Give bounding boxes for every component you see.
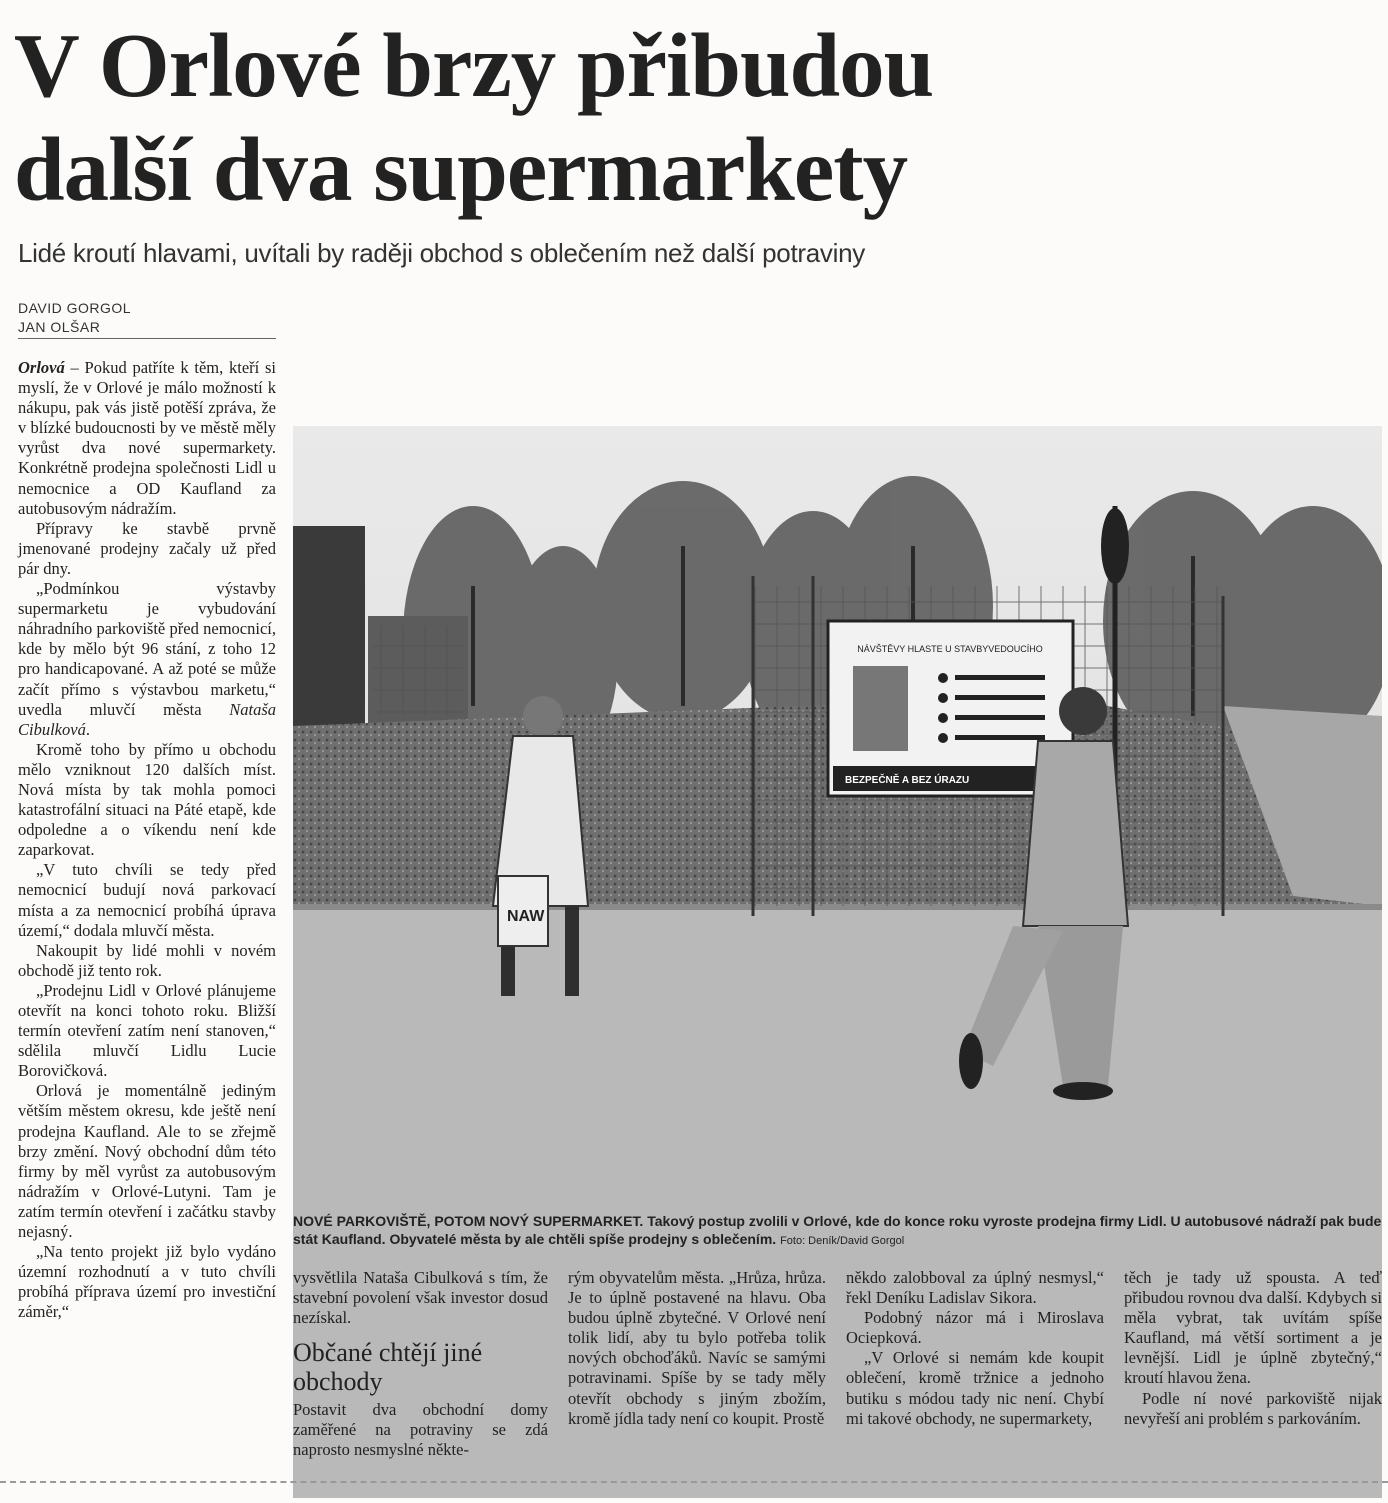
paragraph: Podobný názor má i Miroslava Ociepková.: [846, 1308, 1104, 1348]
paragraph: „Na tento projekt již bylo vydáno územní rozhodnutí a v tuto chvíli probíhá příprava území pro investiční záměr,“: [18, 1242, 276, 1322]
article-column-3: [568, 1268, 826, 1429]
bag-logo: NAW: [507, 908, 545, 925]
author-2: JAN OLŠAR: [18, 319, 101, 335]
paragraph: vysvětlila Nataša Cibulková s tím, že stavební povolení však investor dosud nezískal.: [293, 1268, 548, 1328]
author-1: DAVID GORGOL: [18, 300, 132, 316]
paragraph: Přípravy ke stavbě prvně jmenované prodejny začaly už před pár dny.: [18, 518, 276, 578]
dateline: Orlová: [18, 358, 65, 377]
paragraph: „Podmínkou výstavby supermarketu je vybudování náhradního parkoviště před nemocnicí, kde by mělo být 96 stání, z toho 12 pro handicapované. A až poté se může začít přímo s výstavbou marketu,“ uvedla mluvčí města Nataša Cibulková.: [18, 579, 276, 739]
headline-line-2: další dva supermarkety: [14, 119, 908, 220]
page-bottom-rule: [0, 1481, 1388, 1483]
paragraph: někdo zalobboval za úplný nesmysl,“ řekl Deníku Ladislav Sikora.: [846, 1268, 1104, 1308]
headline: [14, 14, 1374, 222]
paragraph: „V Orlové si nemám kde koupit oblečení, kromě tržnice a jednoho butiku s módou tady nic není. Chybí mi takové obchody, ne supermarkety,: [846, 1348, 1104, 1428]
caption-lead: NOVÉ PARKOVIŠTĚ, POTOM NOVÝ SUPERMARKET.: [293, 1213, 644, 1229]
article-column-4: [846, 1268, 1104, 1429]
sign-title: NÁVŠTĚVY HLASTE U STAVBYVEDOUCÍHO: [857, 644, 1043, 654]
paragraph: Postavit dva obchodní domy zaměřené na potraviny se zdá naprosto nesmyslné někte-: [293, 1400, 548, 1460]
paragraph: „V tuto chvíli se tedy před nemocnicí budují nová parkovací místa a za nemocnicí probíhá úprava území,“ dodala mluvčí města.: [18, 860, 276, 940]
paragraph: Podle ní nové parkoviště nijak nevyřeší ani problém s parkováním.: [1124, 1388, 1382, 1428]
section-subtitle: Občané chtějí jiné obchody: [293, 1338, 483, 1397]
paragraph: „Prodejnu Lidl v Orlové plánujeme otevřít na konci tohoto roku. Bližší termín otevření zatím není stanoven,“ sdělila mluvčí Lidlu Lucie Borovičková.: [18, 980, 276, 1081]
photo-caption: [293, 1212, 1383, 1250]
author-divider: [18, 338, 276, 339]
paragraph: Kromě toho by přímo u obchodu mělo vzniknout 120 dalších míst. Nová místa by tak mohla pomoci katastrofální situaci na Páté etapě, kde odpoledne a o víkendu není kde zaparkovat.: [18, 739, 276, 860]
article-column-2: [293, 1268, 548, 1461]
paragraph: rým obyvatelům města. „Hrůza, hrůza. Je to úplně postavené na hlavu. Oba budou úplně zbytečné. V Orlové není tolik lidí, aby tu bylo potřeba tolik nových obchoďáků. Navíc se samými potravinami. Spíše by se tady měly otevřít obchody s jiným zbožím, kromě jídla tady není co koupit. Prostě: [568, 1268, 826, 1428]
paragraph: Orlová je momentálně jediným větším městem okresu, kde ještě není prodejna Kaufland. Ale to se zřejmě brzy změní. Nový obchodní dům této firmy by měl vyrůst za autobusovým nádražím v Orlové-Lutyni. Tam je zatím termín otevření i začátku stavby nejasný.: [18, 1081, 276, 1242]
paragraph: Nakoupit by lidé mohli v novém obchodě již tento rok.: [18, 940, 276, 980]
article-column-1: [18, 358, 276, 1323]
article-column-5: [1124, 1268, 1382, 1429]
paragraph: Orlová – Pokud patříte k těm, kteří si myslí, že v Orlové je málo možností k nákupu, pak vás jistě potěší zpráva, že v blízké budoucnosti by ve městě měly vyrůst dva nové supermarkety. Konkrétně prodejna společnosti Lidl u nemocnice a OD Kaufland za autobusovým nádražím.: [18, 358, 276, 518]
subheadline: Lidé kroutí hlavami, uvítali by raději obchod s oblečením než další potraviny: [18, 238, 865, 268]
sign-footer: BEZPEČNĚ A BEZ ÚRAZU: [845, 775, 970, 786]
caption-text: Takový postup zvolili v Orlové, kde do konce roku vyroste prodejna firmy Lidl. U autobusové nádraží pak bude stát Kaufland. Obyvatelé města by ale chtěli spíše prodejny s oblečením.: [293, 1213, 1382, 1247]
photo-credit: Foto: Deník/David Gorgol: [780, 1235, 905, 1247]
headline-line-1: V Orlové brzy přibudou: [14, 15, 934, 116]
paragraph: těch je tady už spousta. A teď přibudou rovnou dva další. Kdybych si měla vybrat, tak uvítám spíše Kaufland, má větší sortiment a je levnější. Lidl je úplně zbytečný,“ kroutí hlavou žena.: [1124, 1268, 1382, 1388]
